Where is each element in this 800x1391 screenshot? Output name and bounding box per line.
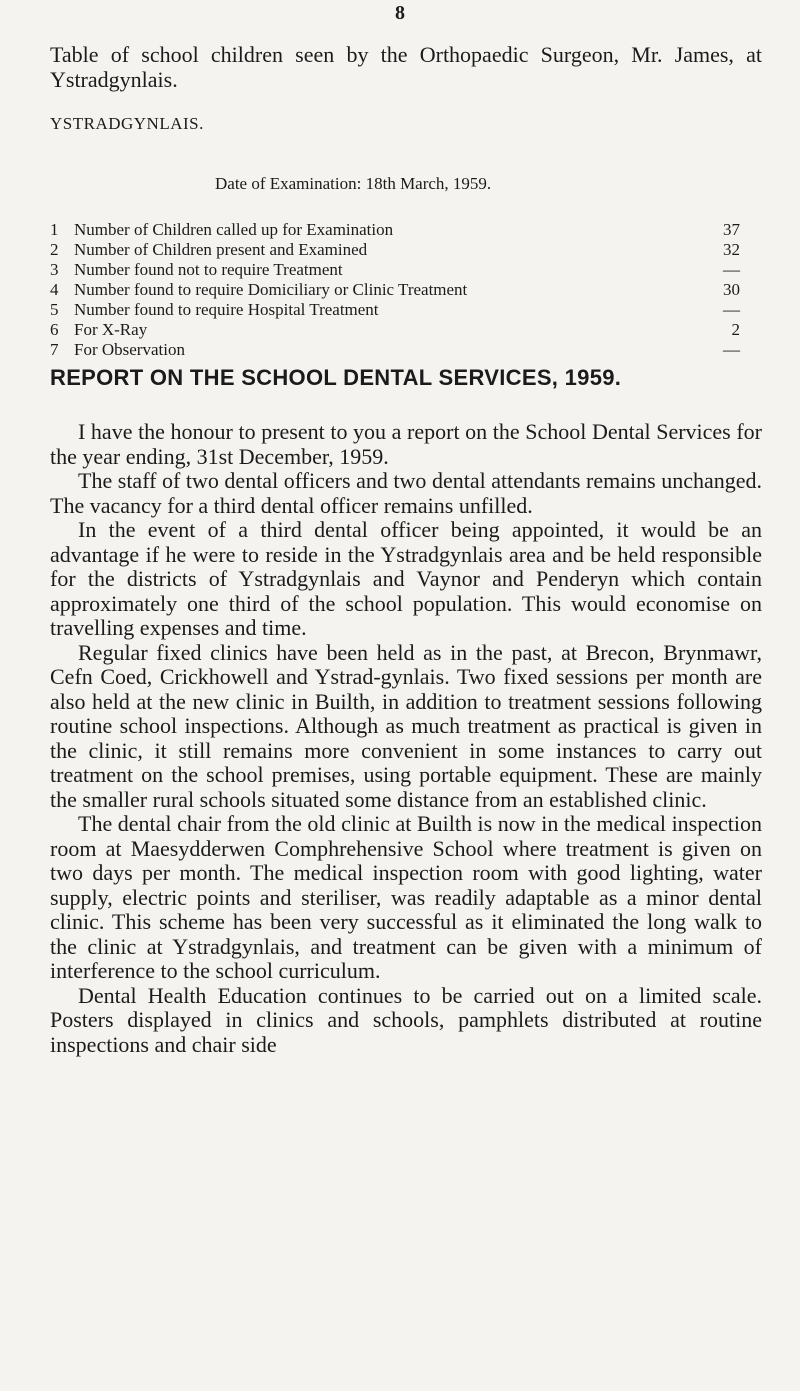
row-number: 7 — [50, 340, 59, 359]
row-number: 2 — [50, 240, 59, 259]
row-number: 1 — [50, 220, 59, 239]
row-label: For Observation — [74, 340, 185, 359]
row-label: Number of Children called up for Examination — [74, 220, 394, 239]
results-row — [50, 300, 740, 320]
table-title: Table of school children seen by the Orthopaedic Surgeon, Mr. James, at Ystradgynlais. — [50, 42, 762, 92]
row-label: For X-Ray — [74, 320, 148, 339]
page-number: 8 — [395, 2, 405, 24]
row-label: Number found not to require Treatment — [74, 260, 343, 279]
town-heading: YSTRADGYNLAIS. — [50, 114, 204, 133]
report-paragraph: Regular fixed clinics have been held as in the past, at Brecon, Brynmawr, Cefn Coed, Crickhowell and Ystrad-gynlais. Two fixed sessions per month are also held at the new clinic in Builth, in addition to treatment sessions following routine school inspections. Although as much treatment as practical is given in the clinic, it still remains more convenient in some instances to carry out treatment on the school premises, using portable equipment. These are mainly the smaller rural schools situated some distance from an established clinic. — [50, 639, 762, 812]
row-label: Number found to require Domiciliary or Clinic Treatment — [74, 280, 468, 299]
report-paragraph: Dental Health Education continues to be carried out on a limited scale. Posters displayed in clinics and schools, pamphlets distributed at routine inspections and chair side — [50, 982, 762, 1057]
results-row — [50, 240, 740, 260]
row-value: 2 — [731, 320, 740, 339]
report-paragraph: The dental chair from the old clinic at Builth is now in the medical inspection room at Maesydderwen Comphrehensive School where treatment is given on two days per month. The medical inspection room with good lighting, water supply, electric points and steriliser, was readily adaptable as a minor dental clinic. This scheme has been very successful as it eliminated the long walk to the clinic at Ystradgynlais, and treatment can be given with a minimum of interference to the school curriculum. — [50, 811, 762, 983]
row-value: — — [723, 260, 740, 279]
results-row — [50, 260, 740, 280]
row-number: 6 — [50, 320, 59, 339]
row-value: — — [723, 340, 740, 359]
report-paragraph: In the event of a third dental officer being appointed, it would be an advantage if he were to reside in the Ystradgynlais area and be held responsible for the districts of Ystradgynlais and Vaynor and Penderyn which contain approximately one third of the school population. This would economise on travelling expenses and time. — [50, 517, 762, 640]
row-label: Number found to require Hospital Treatment — [74, 300, 379, 319]
row-number: 3 — [50, 260, 59, 279]
report-paragraph: I have the honour to present to you a report on the School Dental Services for the year ending, 31st December, 1959. — [50, 419, 762, 469]
examination-date: Date of Examination: 18th March, 1959. — [215, 174, 492, 193]
results-row — [50, 280, 740, 300]
row-number: 4 — [50, 280, 59, 299]
row-number: 5 — [50, 300, 59, 319]
report-body — [50, 420, 762, 1057]
row-label: Number of Children present and Examined — [74, 240, 368, 259]
row-value: 30 — [723, 280, 740, 299]
results-row — [50, 320, 740, 340]
row-value: 32 — [723, 240, 740, 259]
report-heading: REPORT ON THE SCHOOL DENTAL SERVICES, 1959. — [50, 365, 622, 390]
results-row — [50, 340, 740, 360]
row-value: 37 — [723, 220, 740, 239]
results-table — [50, 220, 740, 360]
results-row — [50, 220, 740, 240]
row-value: — — [723, 300, 740, 319]
report-paragraph: The staff of two dental officers and two dental attendants remains unchanged. The vacancy for a third dental officer remains unfilled. — [50, 468, 762, 518]
